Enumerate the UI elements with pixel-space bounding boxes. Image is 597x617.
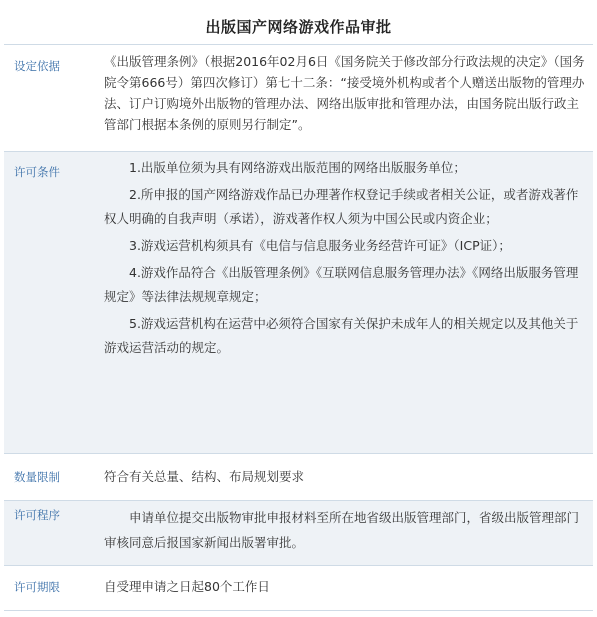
row-label-basis: 设定依据 [14,59,60,73]
page-title: 出版国产网络游戏作品审批 [205,18,392,36]
row-content-conditions [104,152,593,453]
row-label-procedure: 许可程序 [14,508,60,522]
quantity-text: 符合有关总量、结构、布局规划要求 [104,469,305,484]
row-period [4,566,593,611]
row-quantity [4,454,593,501]
condition-item: 3.游戏运营机构须具有《电信与信息服务业务经营许可证》（ICP证）； [129,238,511,253]
row-content-basis [104,45,593,151]
period-text: 自受理申请之日起80个工作日 [104,579,270,594]
row-conditions [4,152,593,454]
basis-text: 《出版管理条例》（根据2016年02月6日《国务院关于修改部分行政法规的决定》（国务院令第666号）第四次修订）第七十二条：“接受境外机构或者个人赠送出版物的管理办法、订户订购境外出版物的管理办法、网络出版审批和管理办法，由国务院出版行政主管部门根据本条例的原则另行制定”。 [104,54,585,132]
row-procedure [4,501,593,566]
condition-item: 2.所申报的国产网络游戏作品已办理著作权登记手续或者相关公证，或者游戏著作权人明确的自我声明（承诺），游戏著作权人须为中国公民或内资企业； [104,187,579,226]
condition-item: 1.出版单位须为具有网络游戏出版范围的网络出版服务单位； [129,160,466,175]
row-content-period [104,566,593,610]
row-content-procedure [104,501,593,565]
row-basis [4,45,593,152]
row-content-quantity [104,454,593,500]
approval-info-table [4,44,593,611]
procedure-text: 申请单位提交出版物审批申报材料至所在地省级出版管理部门，省级出版管理部门审核同意后报国家新闻出版署审批。 [104,510,580,550]
condition-item: 5.游戏运营机构在运营中必须符合国家有关保护未成年人的相关规定以及其他关于游戏运营活动的规定。 [104,316,579,355]
condition-item: 4.游戏作品符合《出版管理条例》《互联网信息服务管理办法》《网络出版服务管理规定》等法律法规规章规定； [104,265,579,304]
row-label-quantity: 数量限制 [14,470,60,484]
row-label-period: 许可期限 [14,580,60,594]
row-label-conditions: 许可条件 [14,165,60,179]
